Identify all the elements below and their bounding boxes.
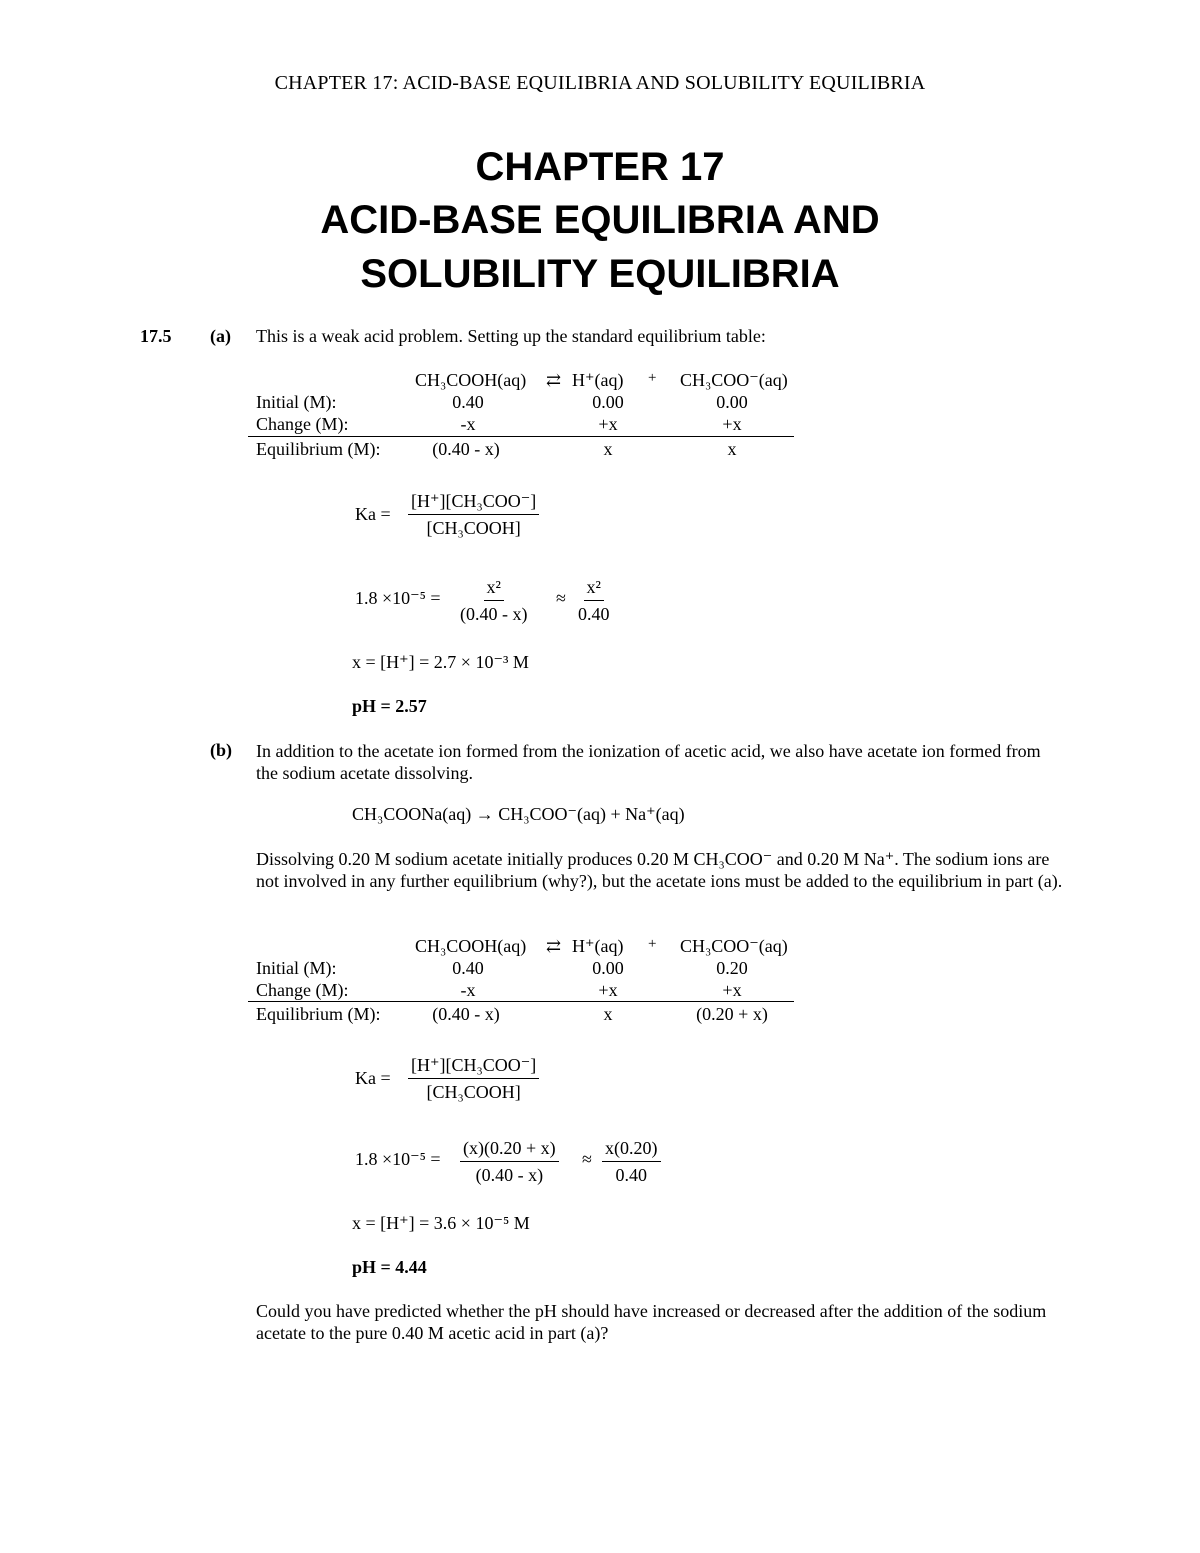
chapter-title-line1: CHAPTER 17 <box>475 145 725 189</box>
cell: +x <box>722 414 742 434</box>
cell: -x <box>460 414 476 434</box>
cell: 0.00 <box>592 392 624 412</box>
calc-denominator: 0.40 <box>615 1165 647 1185</box>
reaction-acid: CH₃COOH(aq) <box>415 936 527 956</box>
reaction-base: CH₃COO⁻(aq) <box>680 370 788 390</box>
ph-result: pH = 4.44 <box>352 1257 427 1277</box>
row-label-initial: Initial (M): <box>256 392 337 412</box>
row-label-initial: Initial (M): <box>256 958 337 978</box>
ka-lhs: Ka = <box>355 504 391 524</box>
running-header: CHAPTER 17: ACID-BASE EQUILIBRIA AND SOLUBILITY EQUILIBRIA <box>274 72 926 94</box>
ka-fraction <box>408 490 539 539</box>
cell: x <box>603 439 613 459</box>
part-b-intro: In addition to the acetate ion formed from the ionization of acetic acid, we also have acetate ion formed from the sodium acetate dissolving. <box>256 741 1041 783</box>
ka-fraction <box>408 1054 539 1103</box>
ka-numerator: [H⁺][CH₃COO⁻] <box>408 490 539 515</box>
chapter-title-line3: SOLUBILITY EQUILIBRIA <box>360 252 840 296</box>
reaction-plus: + <box>648 370 657 386</box>
row-label-change: Change (M): <box>256 414 349 434</box>
calc-numerator: x² <box>584 576 604 601</box>
calc-numerator: x(0.20) <box>602 1137 661 1162</box>
calc-fraction-2 <box>602 1137 661 1186</box>
problem-number: 17.5 <box>140 326 172 346</box>
cell: (0.20 + x) <box>696 1004 768 1024</box>
calc-fraction-2 <box>578 576 610 625</box>
reaction-plus: + <box>648 936 657 952</box>
calc-fraction-1 <box>460 576 527 625</box>
ka-lhs: Ka = <box>355 1068 391 1088</box>
row-label-equilibrium: Equilibrium (M): <box>256 439 381 459</box>
calc-numerator: x² <box>484 576 504 601</box>
x-result: x = [H⁺] = 3.6 × 10⁻⁵ M <box>352 1213 530 1233</box>
calc-lhs: 1.8 ×10⁻⁵ = <box>355 1149 441 1169</box>
cell: 0.00 <box>592 958 624 978</box>
ka-numerator: [H⁺][CH₃COO⁻] <box>408 1054 539 1079</box>
table-rule <box>248 1001 794 1002</box>
calc-lhs: 1.8 ×10⁻⁵ = <box>355 588 441 608</box>
closing-question: Could you have predicted whether the pH should have increased or decreased after the addition of the sodium acetate to the pure 0.40 M acetic acid in part (a)? <box>256 1301 1047 1343</box>
cell: x <box>727 439 737 459</box>
equilibrium-arrow: ⇄ <box>546 370 562 390</box>
cell: 0.00 <box>716 392 748 412</box>
cell: (0.40 - x) <box>432 1004 500 1024</box>
x-result: x = [H⁺] = 2.7 × 10⁻³ M <box>352 652 529 672</box>
calc-denominator: (0.40 - x) <box>475 1165 544 1185</box>
cell: 0.20 <box>716 958 748 978</box>
reaction-hplus: H⁺(aq) <box>572 370 624 390</box>
approx-symbol: ≈ <box>582 1149 592 1169</box>
calc-numerator: (x)(0.20 + x) <box>460 1137 559 1162</box>
part-a-intro: This is a weak acid problem. Setting up the standard equilibrium table: <box>256 326 766 346</box>
ka-denominator: [CH₃COOH] <box>426 518 521 538</box>
cell: +x <box>722 980 742 1000</box>
calc-fraction-1 <box>460 1137 559 1186</box>
row-label-change: Change (M): <box>256 980 349 1000</box>
dissociation-equation: CH₃COONa(aq) → CH₃COO⁻(aq) + Na⁺(aq) <box>352 804 685 824</box>
cell: +x <box>598 980 618 1000</box>
reaction-acid: CH₃COOH(aq) <box>415 370 527 390</box>
equilibrium-arrow: ⇄ <box>546 936 562 956</box>
approx-symbol: ≈ <box>556 588 566 608</box>
ph-result: pH = 2.57 <box>352 696 427 716</box>
cell: x <box>603 1004 613 1024</box>
table-rule <box>248 436 794 437</box>
ka-denominator: [CH₃COOH] <box>426 1082 521 1102</box>
part-b-label: (b) <box>210 740 232 760</box>
part-a-label: (a) <box>210 326 231 346</box>
cell: (0.40 - x) <box>432 439 500 459</box>
cell: 0.40 <box>452 958 484 978</box>
cell: -x <box>460 980 476 1000</box>
cell: 0.40 <box>452 392 484 412</box>
chapter-title-line2: ACID-BASE EQUILIBRIA AND <box>320 198 880 242</box>
cell: +x <box>598 414 618 434</box>
calc-denominator: 0.40 <box>578 604 610 624</box>
reaction-hplus: H⁺(aq) <box>572 936 624 956</box>
calc-denominator: (0.40 - x) <box>460 604 528 624</box>
reaction-base: CH₃COO⁻(aq) <box>680 936 788 956</box>
row-label-equilibrium: Equilibrium (M): <box>256 1004 381 1024</box>
part-b-explanation: Dissolving 0.20 M sodium acetate initially produces 0.20 M CH₃COO⁻ and 0.20 M Na⁺. The sodium ions are not involved in any further equilibrium (why?), but the acetate ions must be added to the equilibrium in part (a). <box>256 849 1063 891</box>
